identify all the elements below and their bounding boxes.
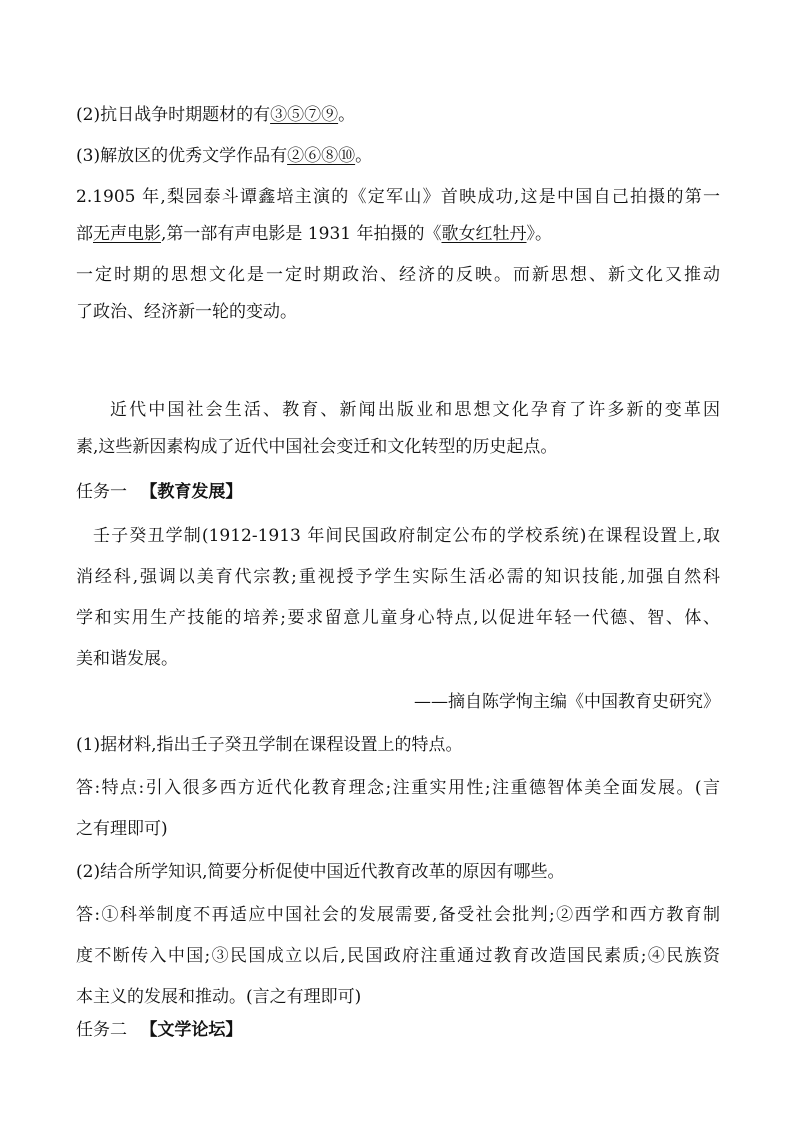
q2-mid: ,第一部有声电影是 1931 年拍摄的《 [161,224,442,244]
q2-suffix: 》。 [526,224,552,244]
q2-answer-sound-film: 歌女红牡丹 [441,224,527,244]
task2-title: 【文学论坛】 [140,1020,243,1040]
answer-3-suffix: 。 [355,146,373,166]
answer-2-prefix: (2)抗日战争时期题材的有 [76,105,271,125]
q2-answer-silent-film: 无声电影 [93,224,161,244]
task1-answer-1-line-1: 答:特点:引入很多西方近代化教育理念;注重实用性;注重德智体美全面发展。(言 [76,778,720,798]
q2-prefix: 部 [76,224,93,244]
task1-question-2: (2)结合所学知识,简要分析促使中国近代教育改革的原因有哪些。 [76,862,565,882]
answer-3-prefix: (3)解放区的优秀文学作品有 [76,146,288,166]
task2-heading [76,1012,720,1049]
answer-line-2 [76,97,720,134]
task1-question-1: (1)据材料,指出壬子癸丑学制在课程设置上的特点。 [76,735,463,755]
material-line-4: 美和谐发展。 [76,649,178,669]
task1-answer-1-line-2: 之有理即可) [76,819,168,839]
task1-answer-2-line-2: 度不断传入中国;③民国成立以后,民国政府注重通过教育改造国民素质;④民族资 [76,946,720,966]
task2-section [76,1012,720,1049]
task1-section [76,474,720,1016]
answer-line-3 [76,138,720,175]
answer-3-value: ②⑥⑧⑩ [287,146,356,166]
intro-line-1: 近代中国社会生活、教育、新闻出版业和思想文化孕育了许多新的变革因 [110,400,720,420]
material-line-3: 学和实用生产技能的培养;要求留意儿童身心特点,以促进年轻一代德、智、体、 [76,608,720,628]
summary-line-2: 了政治、经济新一轮的变动。 [76,302,297,322]
intro-line-2: 素,这些新因素构成了近代中国社会变迁和文化转型的历史起点。 [76,437,558,457]
task1-title: 【教育发展】 [140,482,243,502]
material-source: ——摘自陈学恂主编《中国教育史研究》 [414,692,720,712]
task1-heading [76,474,720,511]
material-line-1: 壬子癸丑学制(1912-1913 年间民国政府制定公布的学校系统)在课程设置上,取 [93,526,720,546]
task1-answer-2-line-3: 本主义的发展和推动。(言之有理即可) [76,987,362,1007]
task1-material [76,518,720,678]
task1-answer-2-line-1: 答:①科举制度不再适应中国社会的发展需要,备受社会批判;②西学和西方教育制 [76,905,720,925]
answer-2-suffix: 。 [338,105,356,125]
answer-2-value: ③⑤⑦⑨ [270,105,339,125]
answer-section-top [76,97,720,331]
task1-label: 任务一 [76,482,127,502]
question-2-line-1: 2.1905 年,梨园泰斗谭鑫培主演的《定军山》首映成功,这是中国自己拍摄的第一 [76,187,720,207]
task2-label: 任务二 [76,1020,127,1040]
summary-line-1: 一定时期的思想文化是一定时期政治、经济的反映。而新思想、新文化又推动 [76,265,720,285]
material-line-2: 消经科,强调以美育代宗教;重视授予学生实际生活必需的知识技能,加强自然科 [76,567,720,587]
question-2-line-2 [76,216,720,253]
intro-paragraph [76,392,720,466]
